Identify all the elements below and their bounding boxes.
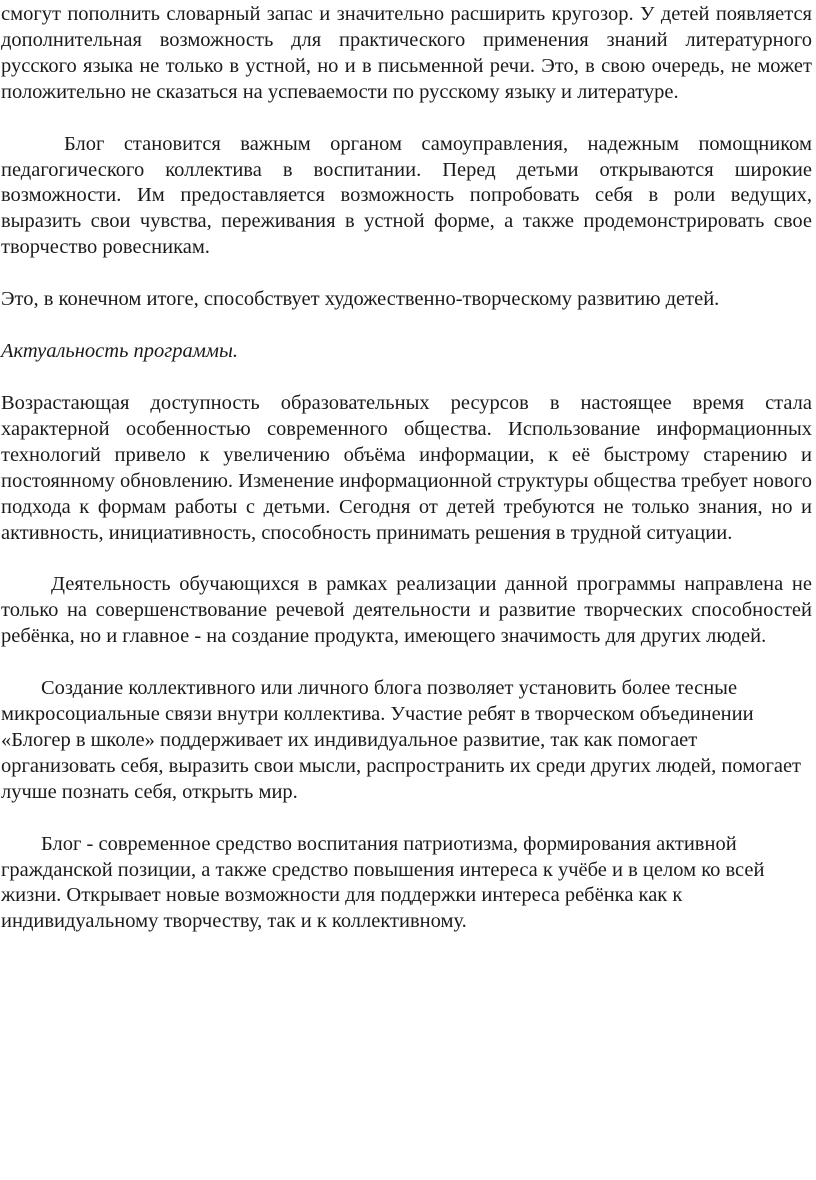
paragraph-educational-resources: Возрастающая доступность образовательных ресурсов в настоящее время стала характерной особенностью современного общества. Использование информационных технологий привело к увеличению объёма информации, к её быстрому старению и постоянному обновлению. Изменение информационной структуры общества требует нового подхода к формам работы с детьми. Сегодня от детей требуются не только знания, но и активность, инициативность, способность принимать решения в трудной ситуации. [1, 391, 812, 544]
paragraph-vocabulary: смогут пополнить словарный запас и значительно расширить кругозор. У детей появляется дополнительная возможность для практического применения знаний литературного русского языка не только в устной, но и в письменной речи. Это, в свою очередь, не может положительно не сказаться на успеваемости по русскому языку и литературе. [1, 3, 812, 103]
paragraph-student-activity: Деятельность обучающихся в рамках реализации данной программы направлена не только на совершенствование речевой деятельности и развитие творческих способностей ребёнка, но и главное - на создание продукта, имеющего значимость для других людей. [1, 573, 812, 648]
paragraph-blog-self-government: Блог становится важным органом самоуправления, надежным помощником педагогического коллектива в воспитании. Перед детьми открываются широкие возможности. Им предоставляется возможность попробовать себя в роли ведущих, выразить свои чувства, переживания в устной форме, а также продемонстрировать свое творчество ровесникам. [1, 132, 812, 259]
paragraph-collective-blog: Создание коллективного или личного блога позволяет установить более тесные микросоциальные связи внутри коллектива. Участие ребят в творческом объединении «Блогер в школе» поддерживает их индивидуальное развитие, так как помогает организовать себя, выразить свои мысли, распространить их среди других людей, помогает лучше познать себя, открыть мир. [1, 677, 802, 803]
paragraph-patriotism: Блог - современное средство воспитания патриотизма, формирования активной гражданской позиции, а также средство повышения интереса к учёбе и в целом ко всей жизни. Открывает новые возможности для поддержки интереса ребёнка как к индивидуальному творчеству, так и к коллективному. [1, 832, 765, 933]
paragraph-creative-development: Это, в конечном итоге, способствует художественно-творческому развитию детей. [1, 288, 720, 311]
section-heading-relevance: Актуальность программы. [1, 340, 238, 363]
